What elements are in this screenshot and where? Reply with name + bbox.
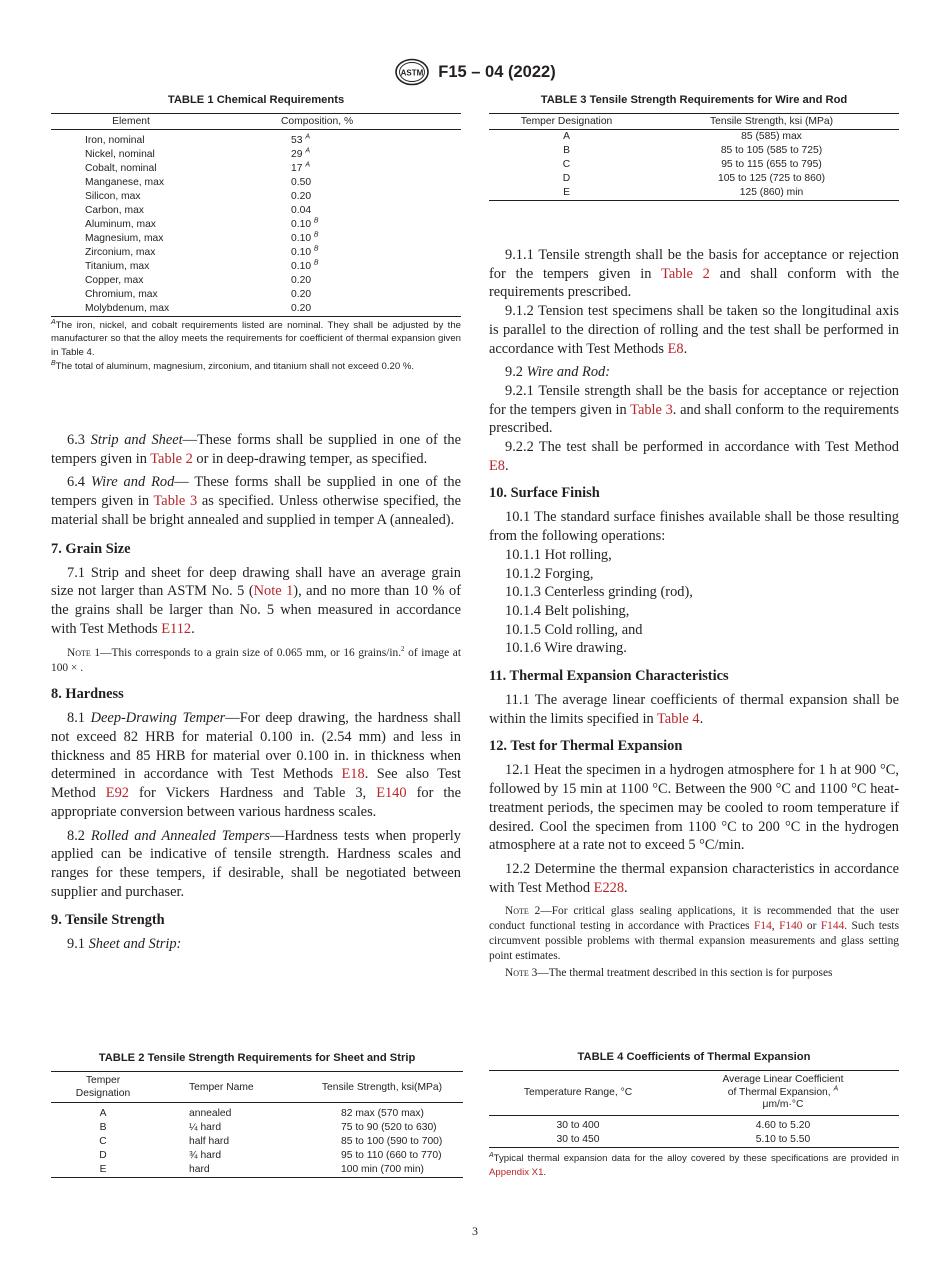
table-3-header-temper: Temper Designation [520, 116, 613, 127]
para-6-3: 6.3 Strip and Sheet—These forms shall be supplied in one of the tempers given in Table 2 or in deep-drawing temper, as specified. [51, 432, 461, 467]
table-2-header-temper-text: Temper Designation [75, 1075, 131, 1099]
link-table-2[interactable]: Table 2 [661, 265, 710, 282]
coefficient-cell: 4.60 to 5.20 [755, 1120, 811, 1131]
element-cell: Titanium, max [85, 260, 150, 272]
table-row [51, 1135, 463, 1149]
table-row [51, 190, 461, 204]
link-e92[interactable]: E92 [105, 785, 129, 802]
table-1 [51, 94, 461, 374]
footnote-mark: B [313, 259, 319, 267]
strength-cell: 85 to 105 (585 to 725) [720, 145, 823, 156]
composition-value: 17 [291, 162, 303, 174]
link-f144[interactable]: F144 [820, 920, 845, 933]
para-11-1: 11.1 The average linear coefficients of thermal expansion shall be within the limits specified in Table 4. [489, 692, 899, 727]
strength-cell: 105 to 125 (725 to 860) [717, 173, 826, 184]
link-table-2[interactable]: Table 2 [150, 450, 193, 467]
table-row [489, 1133, 899, 1148]
link-e8[interactable]: E8 [667, 340, 684, 357]
table-row [489, 144, 899, 158]
strength-cell: 95 to 110 (660 to 770) [341, 1149, 442, 1161]
para-9-2-1: 9.2.1 Tensile strength shall be the basis for acceptance or rejection for the tempers given in Table 3. and shall conform to the requirements prescribed. [489, 382, 900, 437]
table-row [51, 1163, 463, 1178]
link-table-3[interactable]: Table 3 [153, 493, 198, 510]
table-1-header-element: Element [112, 116, 150, 127]
link-appendix-x1[interactable]: Appendix X1 [489, 1166, 544, 1178]
composition-value: 0.10 [291, 232, 312, 244]
table-3-body [489, 130, 899, 201]
table-row [51, 274, 461, 288]
list-item: 10.1.4 Belt polishing, [505, 602, 630, 619]
range-cell: 30 to 400 [556, 1120, 600, 1131]
footnote-mark: A [305, 147, 311, 155]
table-row [51, 302, 461, 317]
table-1-footnote-b: $^B$The total of aluminum, magnesium, zirconium, and titanium shall not exceed 0.20 %. [51, 359, 415, 372]
temper-cell: D [99, 1149, 107, 1161]
link-table-4[interactable]: Table 4 [657, 710, 700, 727]
composition-value: 0.10 [291, 260, 312, 272]
strength-cell: 100 min (700 min) [341, 1163, 424, 1175]
para-7-1: 7.1 Strip and sheet for deep drawing shall have an average grain size not larger than ASTM No. 5 (Note 1), and no more than 10 % of the grains shall be larger than No. 5 when measured in accordance with Test Methods E112. [51, 564, 461, 637]
element-cell: Cobalt, nominal [85, 162, 157, 174]
footnote-a-mark: A [51, 318, 56, 326]
table-3 [489, 94, 899, 201]
temper-name-cell: ¾ hard [189, 1149, 222, 1161]
table-row [51, 176, 461, 190]
table-2-title: TABLE 2 Tensile Strength Requirements for Sheet and Strip [98, 1052, 416, 1064]
composition-cell [211, 190, 461, 204]
temper-cell: C [99, 1135, 107, 1147]
heading-12: 12. Test for Thermal Expansion [489, 738, 683, 755]
link-e140[interactable]: E140 [376, 785, 407, 802]
list-item: 10.1.6 Wire drawing. [505, 640, 627, 657]
astm-logo-icon [394, 58, 430, 86]
para-6-4: 6.4 Wire and Rod— These forms shall be supplied in one of the tempers given in Table 3 as specified. Unless otherwise specified, the material shall be bright annealed and supplied in temper A (annealed). [51, 474, 462, 528]
link-f140[interactable]: F140 [779, 920, 803, 933]
table-row [51, 204, 461, 218]
table-1-body [51, 130, 461, 317]
composition-value: 0.20 [291, 288, 312, 300]
temper-cell: A [99, 1107, 107, 1119]
composition-cell [211, 148, 461, 162]
table-4 [489, 1051, 899, 1180]
temper-cell: E [99, 1163, 107, 1175]
para-10-1: 10.1 The standard surface finishes available shall be those resulting from the following operations: [489, 509, 899, 545]
link-e8[interactable]: E8 [489, 457, 505, 474]
table-2-header-name: Temper Name [189, 1081, 254, 1093]
table-1-footnote-a: $^A$The iron, nickel, and cobalt requirements listed are nominal. They shall be adjusted by the manufacturer so that the alloy meets the requirements for coefficient of thermal expansion given in Table 4. [51, 318, 461, 359]
temper-cell: A [563, 131, 570, 142]
heading-10: 10. Surface Finish [489, 485, 600, 502]
link-table-3[interactable]: Table 3 [630, 401, 673, 418]
table-row [51, 130, 461, 148]
footnote-mark: B [313, 245, 319, 253]
table-row [489, 186, 899, 201]
table-row [51, 232, 461, 246]
astm-logo-text: ASTM [400, 68, 424, 78]
element-cell: Nickel, nominal [85, 148, 155, 160]
para-8-2: 8.2 Rolled and Annealed Tempers—Hardness tests when properly applied can be indicative of tensile strength. Hardness scales and ranges for these tempers, if desirable, shall be negotiated between supplier and purchaser. [51, 827, 461, 900]
element-cell: Carbon, max [85, 204, 144, 216]
composition-value: 0.04 [291, 204, 312, 216]
table-row [489, 172, 899, 186]
composition-value: 0.20 [291, 274, 312, 286]
temper-name-cell: ¼ hard [189, 1121, 222, 1133]
element-cell: Manganese, max [85, 176, 164, 188]
composition-cell [211, 246, 461, 260]
surface-finish-list [489, 546, 899, 658]
list-item: 10.1.1 Hot rolling, [505, 546, 612, 563]
temper-name-cell: half hard [189, 1135, 230, 1147]
link-note-1[interactable]: Note 1 [253, 583, 294, 600]
note-3: Note 3—The thermal treatment described in this section is for purposes [505, 967, 833, 980]
table-1-title: TABLE 1 Chemical Requirements [167, 94, 345, 106]
list-item: 10.1.2 Forging, [505, 565, 594, 582]
composition-cell [211, 176, 461, 190]
link-f14[interactable]: F14 [754, 920, 772, 933]
temper-cell: C [562, 159, 571, 170]
table-row [51, 1149, 463, 1163]
table-row [51, 218, 461, 232]
composition-cell [211, 288, 461, 302]
strength-cell: 85 (585) max [741, 131, 802, 142]
para-9-1-1: 9.1.1 Tensile strength shall be the basis for acceptance or rejection for the tempers given in Table 2 and shall conform with the requirements prescribed. [489, 247, 900, 301]
composition-value: 0.20 [291, 302, 312, 314]
heading-8: 8. Hardness [51, 686, 124, 703]
note-2: Note 2—For critical glass sealing applications, it is recommended that the user conduct functional testing in accordance with Practices F14, F140 or F144. Such tests circumvent possible problems with thermal expansion measurements and glass setting point estimates. [489, 905, 900, 963]
link-e228[interactable]: E228 [593, 879, 625, 896]
strength-cell: 85 to 100 (590 to 700) [341, 1135, 443, 1147]
composition-value: 0.10 [291, 218, 312, 230]
para-9-1: 9.1 Sheet and Strip: [67, 936, 182, 953]
table-2-grid [51, 1071, 463, 1178]
list-item: 10.1.5 Cold rolling, and [505, 621, 643, 638]
table-4-header-range: Temperature Range, °C [523, 1087, 633, 1099]
range-cell: 30 to 450 [556, 1134, 600, 1145]
composition-cell [211, 130, 461, 148]
para-9-2: 9.2 Wire and Rod: [505, 364, 611, 381]
para-9-2-2: 9.2.2 The test shall be performed in accordance with Test Method E8. [489, 439, 899, 474]
table-3-header-strength: Tensile Strength, ksi (MPa) [709, 116, 834, 127]
strength-cell: 75 to 90 (520 to 630) [341, 1121, 437, 1133]
coefficient-cell: 5.10 to 5.50 [755, 1134, 811, 1145]
element-cell: Chromium, max [85, 288, 158, 300]
list-item: 10.1.3 Centerless grinding (rod), [505, 584, 693, 601]
composition-cell [211, 218, 461, 232]
table-row [51, 162, 461, 176]
para-12-1: 12.1 Heat the specimen in a hydrogen atmosphere for 1 h at 900 °C, followed by 15 min at 1100 °C. Between the 900 °C and 1100 °C heat-treatment periods, the specimen may be cooled to room temperature if desired. Cool the specimen from 1100 °C to 200 °C in the hydrogen atmosphere at a rate not to exceed 5 °C/min. [489, 762, 899, 854]
left-column [51, 431, 461, 954]
page-number: 3 [472, 1224, 478, 1238]
footnote-mark: B [313, 217, 319, 225]
footnote-mark: A [305, 133, 311, 141]
table-row [51, 1103, 463, 1121]
composition-cell [211, 204, 461, 218]
page-header [0, 58, 950, 86]
strength-cell: 125 (860) min [739, 187, 804, 198]
strength-cell: 82 max (570 max) [341, 1107, 424, 1119]
composition-value: 0.50 [291, 176, 312, 188]
heading-7: 7. Grain Size [51, 540, 131, 557]
composition-cell [211, 274, 461, 288]
right-column [489, 246, 899, 981]
heading-9: 9. Tensile Strength [51, 912, 165, 929]
element-cell: Zirconium, max [85, 246, 156, 258]
para-12-2: 12.2 Determine the thermal expansion characteristics in accordance with Test Method E228. [489, 860, 899, 896]
table-1-header-composition: Composition, % [281, 116, 354, 127]
footnote-mark: A [305, 161, 311, 169]
element-cell: Magnesium, max [85, 232, 164, 244]
table-row [51, 148, 461, 162]
para-9-1-2: 9.1.2 Tension test specimens shall be taken so the longitudinal axis is parallel to the direction of rolling and the test shall be performed in accordance with Test Methods E8. [489, 303, 899, 357]
table-row [51, 1121, 463, 1135]
table-1-grid [51, 113, 461, 317]
table-row [51, 246, 461, 260]
table-3-title: TABLE 3 Tensile Strength Requirements for Wire and Rod [540, 94, 848, 106]
table-row [51, 288, 461, 302]
element-cell: Silicon, max [85, 190, 141, 202]
temper-cell: B [99, 1121, 107, 1133]
composition-value: 0.10 [291, 246, 312, 258]
temper-name-cell: annealed [189, 1107, 232, 1119]
temper-name-cell: hard [189, 1163, 210, 1175]
table-row [489, 1115, 899, 1133]
table-2-body [51, 1103, 463, 1178]
temper-cell: D [562, 173, 571, 184]
document-designation: F15 – 04 (2022) [438, 62, 556, 81]
table-2-header-temper [51, 1072, 155, 1103]
composition-cell [211, 302, 461, 317]
strength-cell: 95 to 115 (655 to 795) [721, 159, 822, 170]
link-e112[interactable]: E112 [161, 620, 192, 637]
note-1: Note 1—This corresponds to a grain size of 0.065 mm, or 16 grains/in.$^2$ of image at 100 × . [51, 645, 461, 675]
table-4-body [489, 1115, 899, 1148]
element-cell: Iron, nominal [85, 134, 145, 146]
element-cell: Aluminum, max [85, 218, 156, 230]
table-4-footnote: $^A$Typical thermal expansion data for the alloy covered by these specifications are provided in Appendix X1. [489, 1151, 899, 1178]
para-8-1: 8.1 Deep-Drawing Temper—For deep drawing, the hardness shall not exceed 82 HRB for material 0.100 in. (2.54 mm) and less in thickness and 85 HRB for material over 0.100 in. in thickness when determined in accordance with Test Methods E18. See also Test Method E92 for Vickers Hardness and Table 3, E140 for the appropriate conversion between various hardness scales. [51, 710, 461, 820]
composition-value: 53 [291, 134, 303, 146]
table-row [489, 130, 899, 145]
table-2 [51, 1052, 463, 1178]
link-e18[interactable]: E18 [341, 766, 365, 783]
element-cell: Molybdenum, max [85, 302, 170, 314]
temper-cell: E [563, 187, 570, 198]
table-4-header-coefficient: Average Linear Coefficient of Thermal Expansion, $^A$ μm/m·°C [722, 1074, 844, 1110]
composition-value: 29 [291, 148, 303, 160]
table-4-grid [489, 1070, 899, 1148]
table-row [51, 260, 461, 274]
table-3-grid [489, 113, 899, 201]
footnote-b-mark: B [51, 359, 56, 367]
composition-cell [211, 232, 461, 246]
table-4-title: TABLE 4 Coefficients of Thermal Expansion [577, 1051, 811, 1063]
element-cell: Copper, max [85, 274, 144, 286]
temper-cell: B [563, 145, 570, 156]
table-row [489, 158, 899, 172]
footnote-mark: B [313, 231, 319, 239]
composition-cell [211, 162, 461, 176]
heading-11: 11. Thermal Expansion Characteristics [489, 668, 729, 685]
composition-value: 0.20 [291, 190, 312, 202]
composition-cell [211, 260, 461, 274]
table-2-header-strength: Tensile Strength, ksi(MPa) [321, 1081, 443, 1093]
